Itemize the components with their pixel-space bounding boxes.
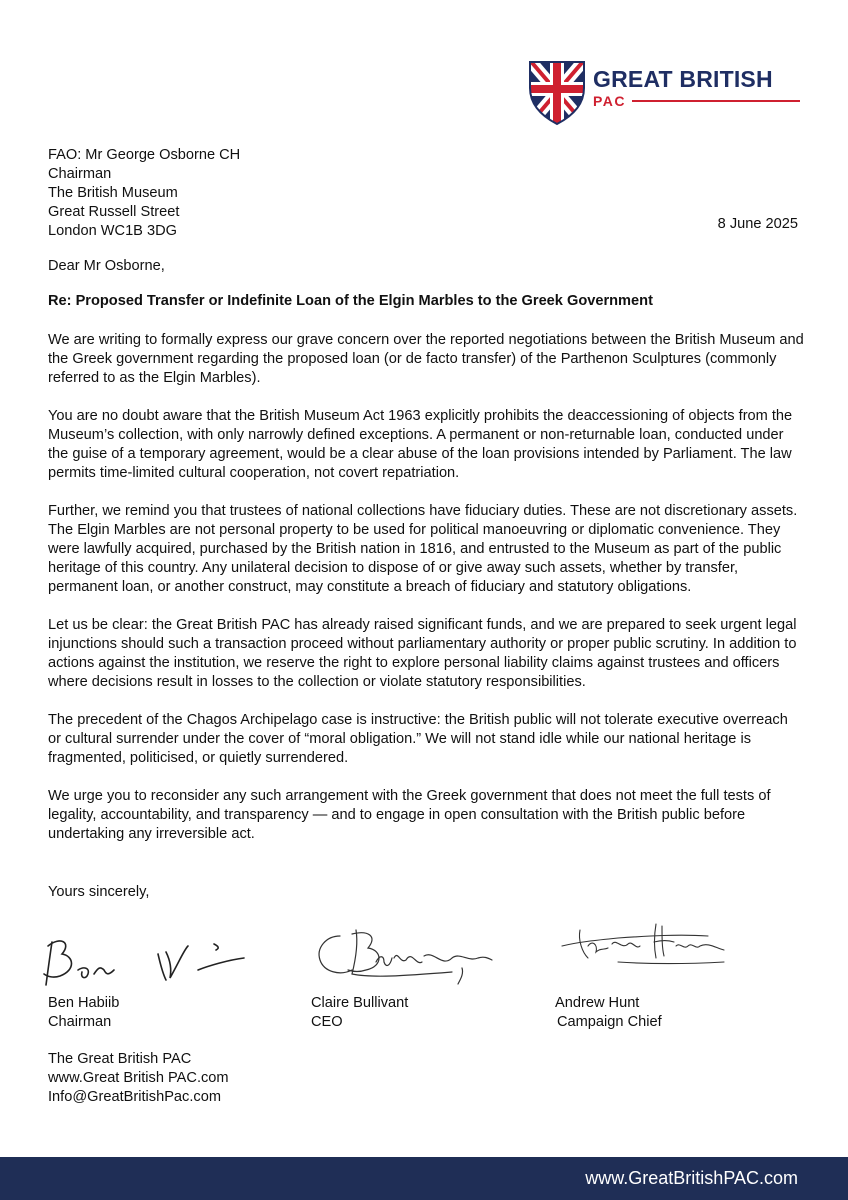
signatory-role: Chairman [48,1014,112,1030]
signatory-role: Campaign Chief [557,1014,662,1030]
organisation-contact [48,1050,229,1107]
signatory-ben-habiib [48,994,119,1032]
recipient-line: The British Museum [48,185,178,201]
recipient-line: FAO: Mr George Osborne CH [48,147,241,163]
signatory-role: CEO [311,1014,343,1030]
logo [528,58,808,128]
signatory-name: Andrew Hunt [555,995,640,1011]
signatory-name: Ben Habiib [48,995,120,1011]
logo-underline [632,100,800,102]
recipient-line: Great Russell Street [48,204,180,220]
organisation-website[interactable]: www.Great British PAC.com [48,1070,229,1086]
paragraph: You are no doubt aware that the British Museum Act 1963 explicitly prohibits the deaccessioning of objects from the Museum’s collection, with only narrowly defined exceptions. A permanent or non-returnable loan, conducted under the guise of a temporary agreement, would be a clear abuse of the loan provisions intended by Parliament. The law permits time-limited cultural cooperation, not covert repatriation. [48,408,793,481]
paragraph: We urge you to reconsider any such arrangement with the Greek government that does not meet the full tests of legality, accountability, and transparency — and to engage in open consultation with the British public before undertaking any irreversible act. [48,788,771,842]
letter-body [48,331,804,863]
footer-url[interactable]: www.GreatBritishPAC.com [585,1168,798,1188]
signatory-andrew-hunt [555,994,662,1032]
union-jack-shield-icon [528,58,586,126]
letter-date: 8 June 2025 [717,216,798,232]
signatory-claire-bullivant [311,994,408,1032]
paragraph: We are writing to formally express our grave concern over the reported negotiations between the British Museum and the Greek government regarding the proposed loan (or de facto transfer) of the Parthenon Sculptures (commonly referred to as the Elgin Marbles). [48,332,804,386]
logo-subtitle: PAC [593,93,627,109]
signature-claire-bullivant [312,922,502,992]
recipient-address [48,146,240,241]
closing: Yours sincerely, [48,884,150,900]
logo-title: GREAT BRITISH [593,66,773,92]
recipient-line: London WC1B 3DG [48,223,177,239]
subject-line: Re: Proposed Transfer or Indefinite Loan of the Elgin Marbles to the Greek Government [48,293,653,309]
signature-ben-habiib [38,930,258,990]
signature-andrew-hunt [558,916,738,980]
footer-bar [0,1157,848,1200]
salutation: Dear Mr Osborne, [48,258,165,274]
recipient-line: Chairman [48,166,112,182]
paragraph: Let us be clear: the Great British PAC has already raised significant funds, and we are prepared to seek urgent legal injunctions should such a transaction proceed without parliamentary authority or proper public scrutiny. In addition to actions against the institution, we reserve the right to explore personal liability claims against trustees and officers where decisions result in losses to the collection or violate statutory responsibilities. [48,617,797,690]
signatory-name: Claire Bullivant [311,995,409,1011]
paragraph: Further, we remind you that trustees of national collections have fiduciary duties. These are not discretionary assets. The Elgin Marbles are not personal property to be used for political manoeuvring or diplomatic convenience. They were lawfully acquired, purchased by the British nation in 1816, and entrusted to the Museum as part of the public heritage of this country. Any unilateral decision to dispose of or give away such assets, whether by transfer, permanent loan, or another construct, may constitute a breach of fiduciary and statutory obligations. [48,503,798,595]
paragraph: The precedent of the Chagos Archipelago case is instructive: the British public will not tolerate executive overreach or cultural surrender under the cover of “moral obligation.” We will not stand idle while our national heritage is fragmented, politicised, or quietly surrendered. [48,712,788,766]
organisation-name: The Great British PAC [48,1051,192,1067]
organisation-email[interactable]: Info@GreatBritishPac.com [48,1089,221,1105]
